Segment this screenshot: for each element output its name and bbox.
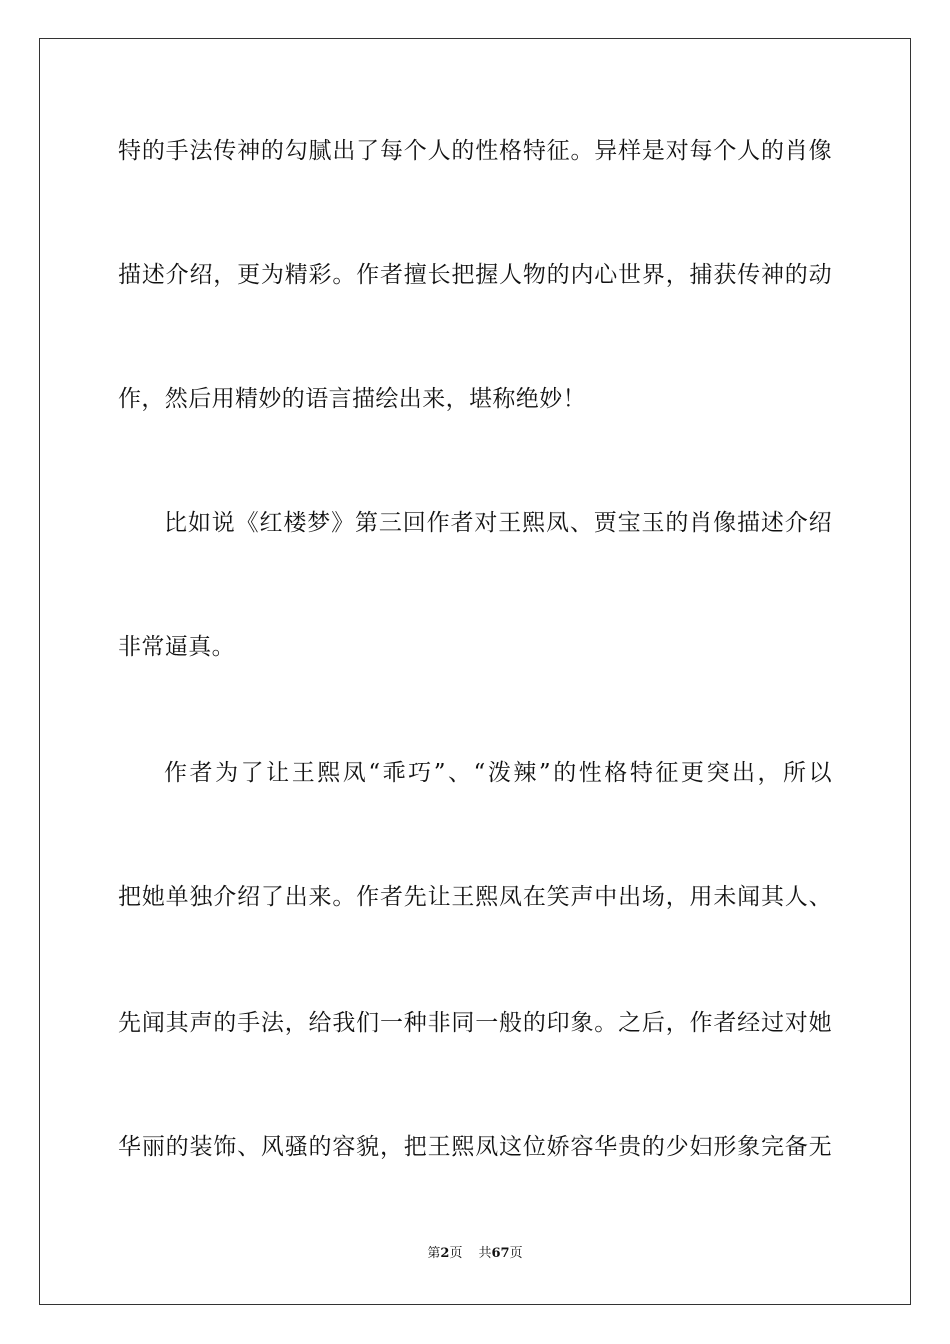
total-pages: 67: [491, 1246, 510, 1261]
text-line: 作，然后用精妙的语言描绘出来，堪称绝妙！: [118, 386, 586, 412]
total-prefix: 共: [478, 1246, 492, 1261]
text-line: 先闻其声的手法，给我们一种非同一般的印象。之后，作者经过对她: [118, 1010, 832, 1036]
page-border: [39, 38, 911, 1305]
page-number: 2: [440, 1246, 450, 1261]
text-line: 特的手法传神的勾腻出了每个人的性格特征。异样是对每个人的肖像: [118, 138, 832, 164]
page-prefix: 第: [427, 1246, 441, 1261]
text-line: 作者为了让王熙凤“乖巧”、“泼辣”的性格特征更突出，所以: [164, 760, 832, 786]
total-suffix: 页: [509, 1246, 523, 1261]
text-line: 华丽的装饰、风骚的容貌，把王熙凤这位娇容华贵的少妇形象完备无: [118, 1134, 832, 1160]
text-line: 非常逼真。: [118, 634, 235, 660]
page-suffix: 页: [449, 1246, 463, 1261]
page-footer: [0, 1245, 950, 1263]
text-line: 把她单独介绍了出来。作者先让王熙凤在笑声中出场，用未闻其人、: [118, 884, 832, 910]
text-line: 描述介绍，更为精彩。作者擅长把握人物的内心世界，捕获传神的动: [118, 262, 832, 288]
text-line: 比如说《红楼梦》第三回作者对王熙凤、贾宝玉的肖像描述介绍: [164, 510, 832, 536]
